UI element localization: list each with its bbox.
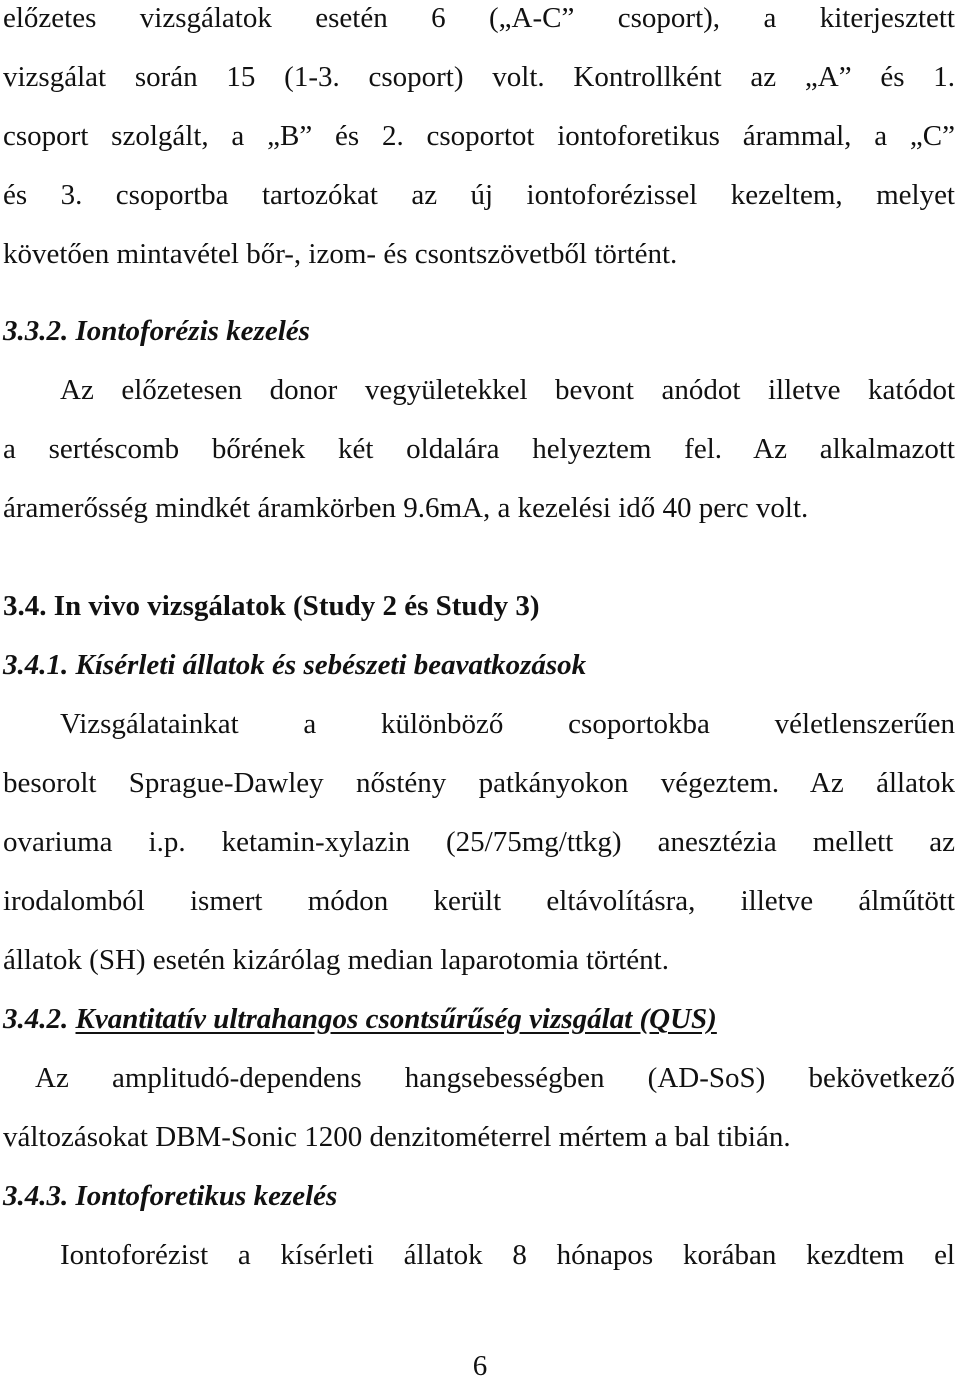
paragraph-line: és 3. csoportba tartozókat az új iontoforézissel kezeltem, melyet — [3, 179, 955, 211]
paragraph-line: Vizsgálatainkat a különböző csoportokba véletlenszerűen — [60, 708, 955, 740]
paragraph-line: vizsgálat során 15 (1-3. csoport) volt. Kontrollként az „A” és 1. — [3, 61, 955, 93]
section-heading-3-4: 3.4. In vivo vizsgálatok (Study 2 és Study 3) — [3, 590, 540, 622]
paragraph-line: változásokat DBM-Sonic 1200 denzitométerrel mértem a bal tibián. — [3, 1121, 791, 1153]
paragraph-line: ovariuma i.p. ketamin-xylazin (25/75mg/ttkg) anesztézia mellett az — [3, 826, 955, 858]
paragraph-line: előzetes vizsgálatok esetén 6 („A-C” csoport), a kiterjesztett — [3, 2, 955, 34]
paragraph-line: a sertéscomb bőrének két oldalára helyeztem fel. Az alkalmazott — [3, 433, 955, 465]
paragraph-line: követően mintavétel bőr-, izom- és csontszövetből történt. — [3, 238, 678, 270]
paragraph-line: besorolt Sprague-Dawley nőstény patkányokon végeztem. Az állatok — [3, 767, 955, 799]
page-number: 6 — [472, 1350, 488, 1382]
paragraph-line: irodalomból ismert módon került eltávolításra, illetve álműtött — [3, 885, 955, 917]
section-heading-3-4-1: 3.4.1. Kísérleti állatok és sebészeti beavatkozások — [3, 649, 587, 681]
section-heading-3-4-2: 3.4.2. Kvantitatív ultrahangos csontsűrűség vizsgálat (QUS) — [3, 1003, 717, 1035]
paragraph-line: Iontoforézist a kísérleti állatok 8 hónapos korában kezdtem el — [60, 1239, 955, 1271]
section-heading-3-4-3: 3.4.3. Iontoforetikus kezelés — [3, 1180, 338, 1212]
paragraph-line: Az előzetesen donor vegyületekkel bevont anódot illetve katódot — [60, 374, 955, 406]
paragraph-line: áramerősség mindkét áramkörben 9.6mA, a kezelési idő 40 perc volt. — [3, 492, 809, 524]
paragraph-line: csoport szolgált, a „B” és 2. csoportot iontoforetikus árammal, a „C” — [3, 120, 955, 152]
underlined-heading-text: Kvantitatív ultrahangos csontsűrűség vizsgálat (QUS) — [75, 1003, 717, 1035]
paragraph-line: állatok (SH) esetén kizárólag median laparotomia történt. — [3, 944, 669, 976]
section-heading-3-3-2: 3.3.2. Iontoforézis kezelés — [3, 315, 310, 347]
paragraph-line: Az amplitudó-dependens hangsebességben (AD-SoS) bekövetkező — [35, 1062, 955, 1094]
